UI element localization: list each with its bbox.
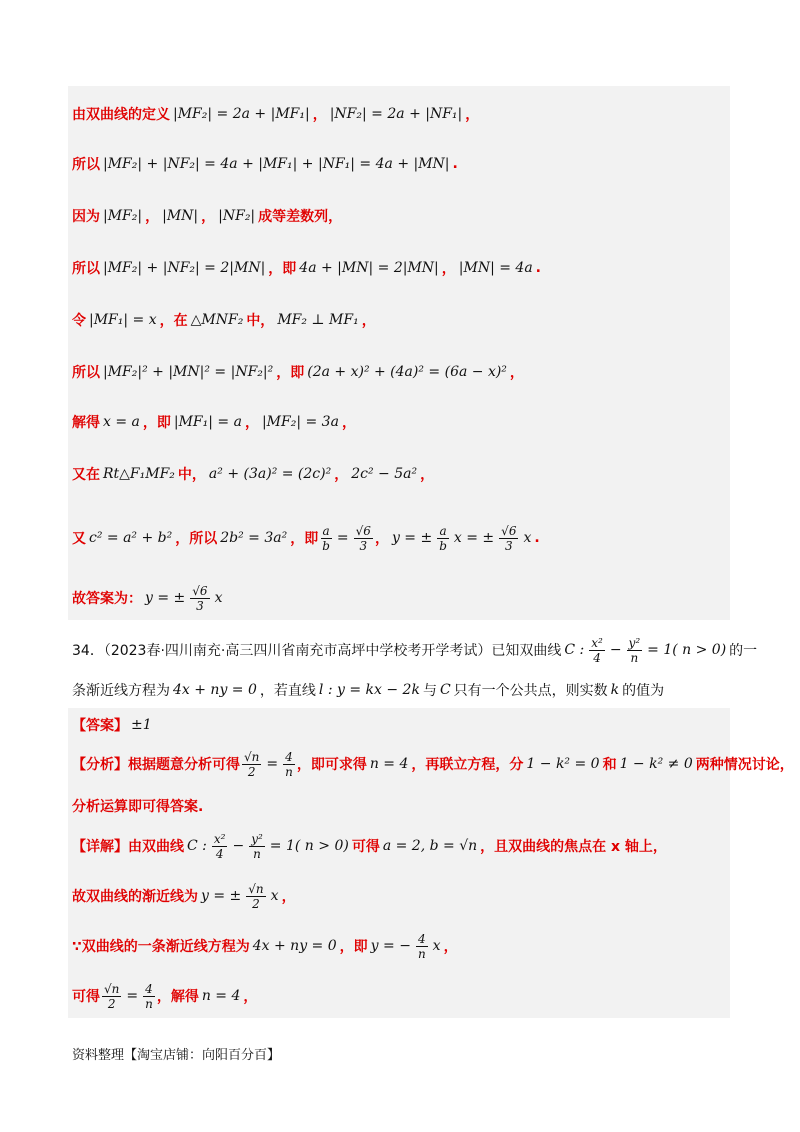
analysis-line-2: 分析运算即可得答案. [72, 799, 204, 815]
solution-line-4: 所以 |MF₂| + |NF₂| = 2|MN| ，即 4a + |MN| = 2|MN| ， |MN| = 4a . [72, 260, 541, 277]
fraction: $\frac{4}{n}$ [417, 931, 426, 961]
fraction: $\frac{√6}{3}$ [501, 523, 517, 553]
detail-line-3: ∵双曲线的一条渐近线方程为 4x + ny = 0 ，即 y = − $\frac{4}{n}$ x ， [72, 931, 458, 961]
fraction: $\frac{a}{b}$ [439, 523, 447, 553]
solution-line-8: 又在 Rt△F₁MF₂ 中， a² + (3a)² = (2c)² ， 2c² − 5a² ， [72, 466, 435, 483]
fraction: $\frac{\text{y²}}{n}$ [628, 635, 641, 665]
solution-line-6: 所以 |MF₂|² + |MN|² = |NF₂|² ，即 (2a + x)² + (4a)² = (6a − x)² ， [72, 364, 524, 381]
solution-line-9: 又 c² = a² + b² ，所以 2b² = 3a² ，即 $\frac{a}{b}$ = $\frac{√6}{3}$ ， y = ± $\frac{a}{b}$ x = ± $\frac{√6}{3}$ x . [72, 523, 540, 553]
fraction: $\frac{√n}{2}$ [244, 749, 260, 779]
question-34-line-1: 34．（2023春·四川南充·高三四川省南充市高坪中学校考开学考试）已知双曲线 C : $\frac{\text{x²}}{4}$ − $\frac{\text{y²}}{n}$ = 1( n > 0) 的一 [72, 635, 758, 665]
solution-line-2: 所以 |MF₂| + |NF₂| = 4a + |MF₁| + |NF₁| = 4a + |MN| . [72, 156, 458, 173]
fraction: $\frac{\text{y²}}{n}$ [251, 831, 263, 861]
solution-answer-line: 故答案为： y = ± $\frac{√6}{3}$ x [72, 583, 223, 613]
fraction: $\frac{√6}{3}$ [192, 583, 208, 613]
fraction: $\frac{√n}{2}$ [248, 881, 264, 911]
page-footer: 资料整理【淘宝店铺：向阳百分百】 [72, 1048, 281, 1063]
detail-line-2: 故双曲线的渐近线为 y = ± $\frac{√n}{2}$ x ， [72, 881, 296, 911]
fraction: $\frac{√n}{2}$ [104, 981, 120, 1011]
fraction: $\frac{4}{n}$ [285, 749, 293, 779]
question-34-line-2: 条渐近线方程为 4x + ny = 0 ，若直线 l : y = kx − 2k 与 C 只有一个公共点，则实数 k 的值为 [72, 682, 665, 699]
answer-line: 【答案】 ±1 [72, 717, 152, 734]
fraction: $\frac{\text{x²}}{4}$ [213, 831, 226, 861]
fraction: $\frac{4}{n}$ [145, 981, 153, 1011]
solution-line-1: 由双曲线的定义 |MF₂| = 2a + |MF₁| ， |NF₂| = 2a + |NF₁| ， [72, 106, 480, 123]
solution-line-5: 令 |MF₁| = x ，在 △MNF₂ 中， MF₂ ⊥ MF₁ ， [72, 312, 376, 329]
fraction: $\frac{√6}{3}$ [355, 523, 371, 553]
fraction: $\frac{\text{x²}}{4}$ [591, 635, 603, 665]
detail-line-1: 【详解】由双曲线 C : $\frac{\text{x²}}{4}$ − $\frac{\text{y²}}{n}$ = 1( n > 0) 可得 a = 2, b = √n ，且双曲线的焦点在 x 轴上， [72, 831, 667, 861]
detail-line-4: 可得 $\frac{√n}{2}$ = $\frac{4}{n}$ ，解得 n = 4 ， [72, 981, 258, 1011]
analysis-line-1: 【分析】根据题意分析可得 $\frac{√n}{2}$ = $\frac{4}{n}$ ，即可求得 n = 4 ，再联立方程，分 1 − k² = 0 和 1 − k² ≠ 0 两种情况讨论， [72, 749, 794, 779]
solution-line-3: 因为 |MF₂| ， |MN| ， |NF₂| 成等差数列， [72, 208, 343, 225]
fraction: $\frac{a}{b}$ [322, 523, 330, 553]
solution-line-7: 解得 x = a ，即 |MF₁| = a ， |MF₂| = 3a ， [72, 414, 356, 431]
